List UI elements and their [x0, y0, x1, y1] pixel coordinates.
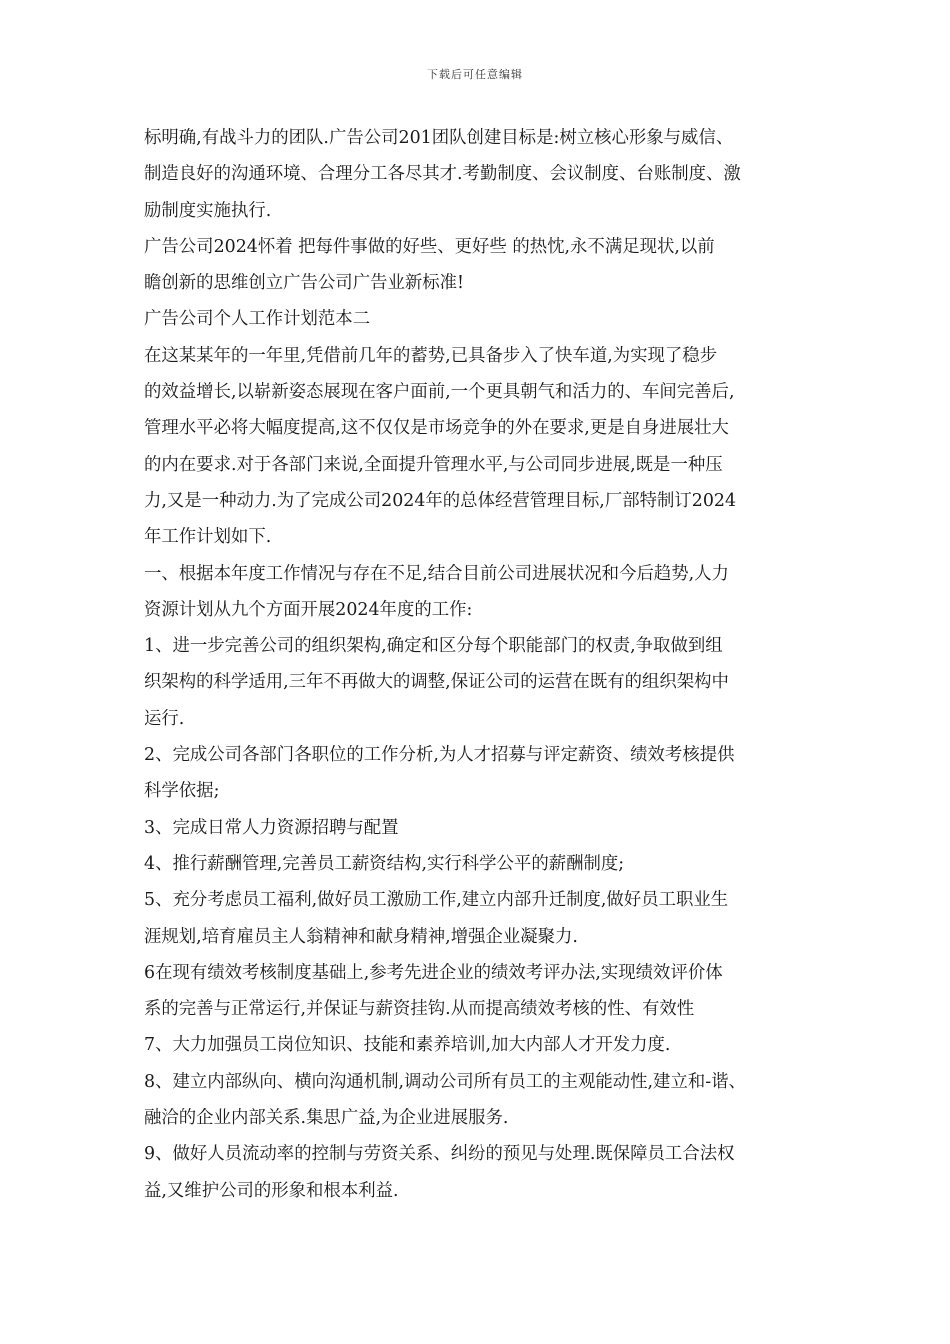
section-heading: 广告公司个人工作计划范本二: [144, 309, 371, 330]
text-line: 在这某某年的一年里,凭借前几年的蓄势,已具备步入了快车道,为实现了稳步: [144, 345, 718, 366]
list-item-line: 7、大力加强员工岗位知识、技能和素养培训,加大内部人才开发力度.: [144, 1035, 671, 1056]
list-item-line: 1、进一步完善公司的组织架构,确定和区分每个职能部门的权责,争取做到组: [144, 636, 723, 657]
list-item-line: 6在现有绩效考核制度基础上,参考先进企业的绩效考评办法,实现绩效评价体: [144, 962, 723, 983]
list-item-line: 4、推行薪酬管理,完善员工薪资结构,实行科学公平的薪酬制度;: [144, 853, 625, 874]
text-line: 一、根据本年度工作情况与存在不足,结合目前公司进展状况和今后趋势,人力: [144, 563, 729, 584]
list-item-line: 运行.: [144, 708, 185, 729]
list-item-line: 5、充分考虑员工福利,做好员工激励工作,建立内部升迁制度,做好员工职业生: [144, 890, 729, 911]
list-item-line: 系的完善与正常运行,并保证与薪资挂钩.从而提高绩效考核的性、有效性: [144, 999, 695, 1020]
list-item-line: 融洽的企业内部关系.集思广益,为企业进展服务.: [144, 1108, 509, 1129]
list-item-line: 涯规划,培育雇员主人翁精神和献身精神,增强企业凝聚力.: [144, 926, 578, 947]
page-header: 下载后可任意编辑: [427, 68, 523, 81]
text-line: 力,又是一种动力.为了完成公司2024年的总体经营管理目标,厂部特制订2024: [144, 490, 737, 511]
list-item-line: 益,又维护公司的形象和根本利益.: [144, 1180, 399, 1201]
list-item-line: 3、完成日常人力资源招聘与配置: [144, 817, 399, 838]
text-line: 励制度实施执行.: [144, 200, 272, 221]
list-item-line: 9、做好人员流动率的控制与劳资关系、纠纷的预见与处理.既保障员工合法权: [144, 1144, 735, 1165]
list-item-line: 科学依据;: [144, 781, 220, 802]
text-line: 制造良好的沟通环境、合理分工各尽其才.考勤制度、会议制度、台账制度、激: [144, 164, 741, 185]
text-line: 标明确,有战斗力的团队.广告公司201团队创建目标是:树立核心形象与威信、: [144, 128, 734, 148]
list-item-line: 2、完成公司各部门各职位的工作分析,为人才招募与评定薪资、绩效考核提供: [144, 745, 735, 766]
list-item-line: 8、建立内部纵向、横向沟通机制,调动公司所有员工的主观能动性,建立和-谐、: [144, 1071, 746, 1092]
text-line: 年工作计划如下.: [144, 527, 272, 548]
document-body: [144, 120, 820, 1209]
text-line: 的效益增长,以崭新姿态展现在客户面前,一个更具朝气和活力的、车间完善后,: [144, 382, 735, 403]
text-line: 的内在要求.对于各部门来说,全面提升管理水平,与公司同步进展,既是一种压: [144, 454, 723, 475]
list-item-line: 织架构的科学适用,三年不再做大的调整,保证公司的运营在既有的组织架构中: [144, 672, 729, 693]
text-line: 瞻创新的思维创立广告公司广告业新标准!: [144, 273, 465, 294]
text-line: 资源计划从九个方面开展2024年度的工作:: [144, 599, 473, 620]
text-line: 管理水平必将大幅度提高,这不仅仅是市场竞争的外在要求,更是自身进展壮大: [144, 418, 729, 439]
text-line: 广告公司2024怀着 把每件事做的好些、更好些 的热忱,永不满足现状,以前: [144, 236, 715, 257]
